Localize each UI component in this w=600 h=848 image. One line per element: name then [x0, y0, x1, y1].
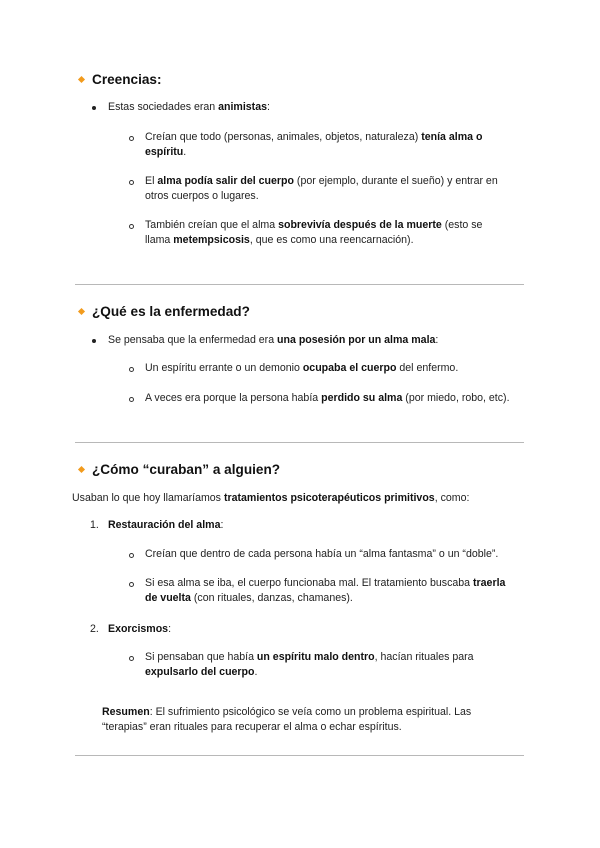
- sub-bullet-icon: [129, 553, 134, 558]
- sub-bullet-icon: [129, 136, 134, 141]
- numbered-item: Restauración del alma:: [108, 519, 224, 531]
- list-item: Creían que dentro de cada persona había un “alma fantasma” o un “doble”.: [145, 548, 499, 560]
- sub-bullet-icon: [129, 367, 134, 372]
- section-marker-icon: [78, 308, 85, 315]
- list-item: A veces era porque la persona había perdido su alma (por miedo, robo, etc).: [145, 392, 510, 404]
- list-item: Si pensaban que había un espíritu malo dentro, hacían rituales para expulsarlo del cuerpo.: [145, 651, 474, 678]
- section-marker-icon: [78, 466, 85, 473]
- section-title-enfermedad: ¿Qué es la enfermedad?: [92, 304, 250, 319]
- divider: [75, 755, 524, 756]
- list-item: Se pensaba que la enfermedad era una posesión por un alma mala:: [108, 334, 439, 346]
- section-title-creencias: Creencias:: [92, 72, 162, 87]
- divider: [75, 442, 524, 443]
- divider: [75, 284, 524, 285]
- summary-paragraph: Resumen: El sufrimiento psicológico se veía como un problema espiritual. Las “terapias” eran rituales para recuperar el alma o echar espíritus.: [102, 706, 472, 733]
- sub-bullet-icon: [129, 180, 134, 185]
- numbered-item: Exorcismos:: [108, 623, 172, 635]
- sub-bullet-icon: [129, 397, 134, 402]
- list-item: Creían que todo (personas, animales, objetos, naturaleza) tenía alma o espíritu.: [145, 131, 483, 158]
- intro-paragraph: Usaban lo que hoy llamaríamos tratamientos psicoterapéuticos primitivos, como:: [72, 492, 470, 504]
- list-item: También creían que el alma sobrevivía después de la muerte (esto se llama metempsicosis, que es como una reencarnación).: [145, 219, 483, 246]
- sub-bullet-icon: [129, 224, 134, 229]
- list-item: Estas sociedades eran animistas:: [108, 101, 270, 113]
- list-item: Un espíritu errante o un demonio ocupaba el cuerpo del enfermo.: [145, 362, 459, 374]
- sub-bullet-icon: [129, 656, 134, 661]
- numbered-item-number: 1.: [90, 519, 99, 531]
- sub-bullet-icon: [129, 582, 134, 587]
- bullet-icon: [92, 106, 96, 110]
- list-item: Si esa alma se iba, el cuerpo funcionaba mal. El tratamiento buscaba traerla de vuelta (con rituales, danzas, chamanes).: [145, 577, 506, 604]
- numbered-item-number: 2.: [90, 623, 99, 635]
- list-item: El alma podía salir del cuerpo (por ejemplo, durante el sueño) y entrar en otros cuerpos o lugares.: [145, 175, 498, 202]
- bullet-icon: [92, 339, 96, 343]
- section-marker-icon: [78, 76, 85, 83]
- section-title-curaban: ¿Cómo “curaban” a alguien?: [92, 462, 281, 477]
